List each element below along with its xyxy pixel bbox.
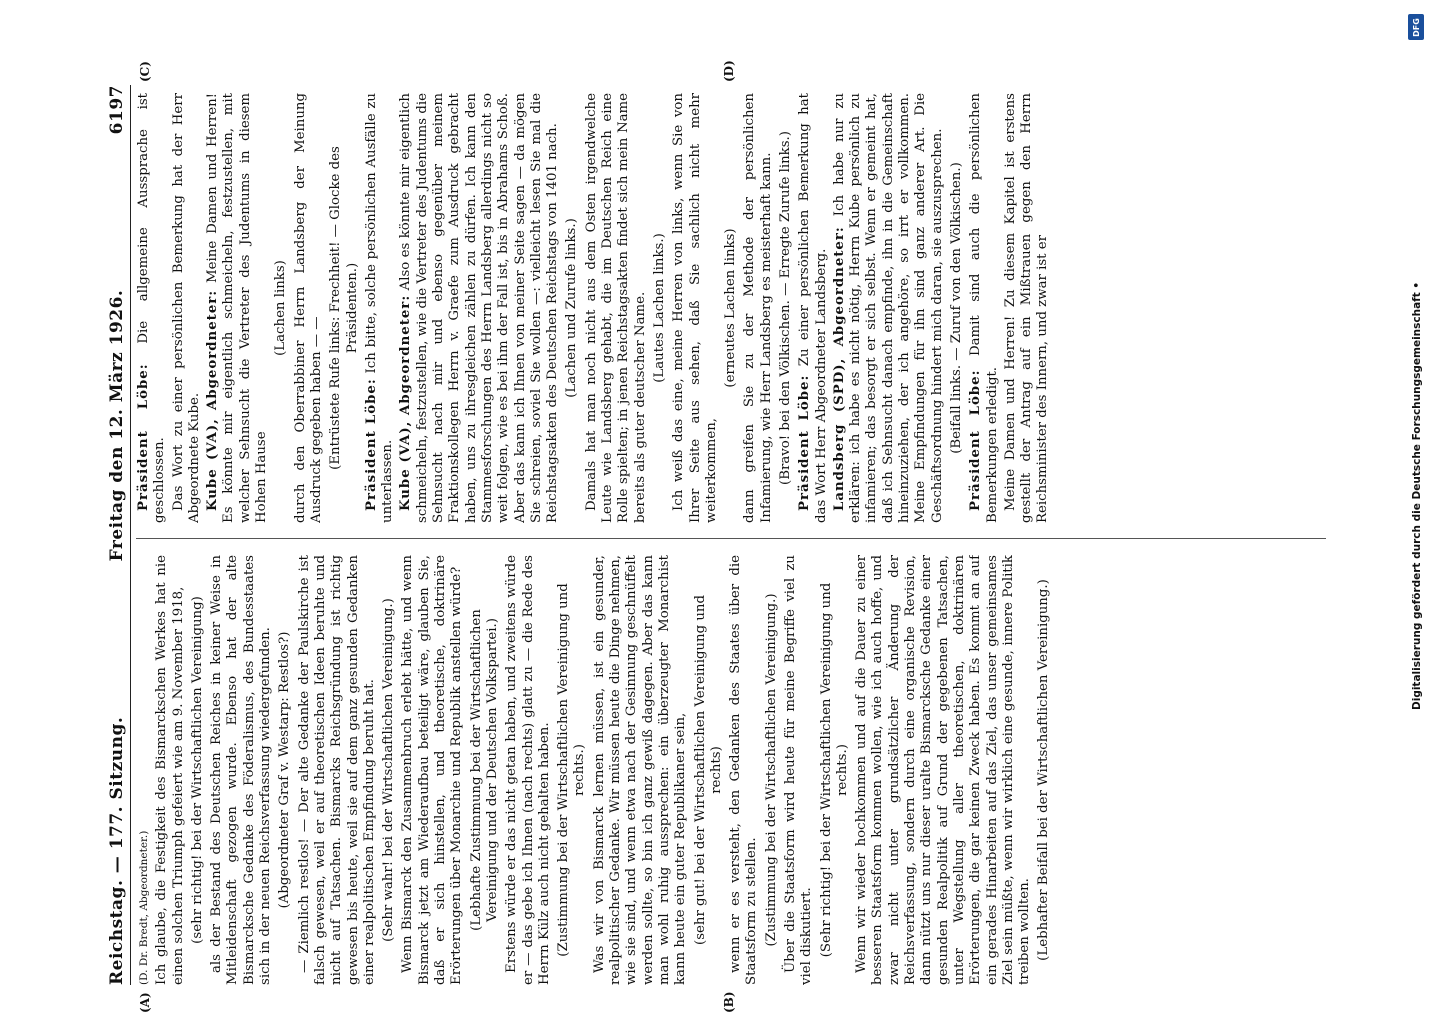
paragraph: durch den Oberrabbiner Herrn Landsberg der Meinung Ausdruck gegeben haben — —: [293, 93, 326, 523]
speech-block: [136, 93, 169, 523]
paragraph: wenn er es versteht, den Gedanken des Staates über die Staatsform zu stellen.: [728, 555, 761, 985]
speaker-name: Präsident Löbe:: [797, 375, 812, 511]
paragraph: Ich bitte, solche persönlichen Ausfälle zu unterlassen.: [364, 93, 395, 523]
page-number: 6197: [107, 85, 130, 134]
interjection: (Lachen und Zurufe links.): [564, 111, 580, 505]
paragraph: dann greifen Sie zu der Methode der persönlichen Infamierung, wie Herr Landsberg es meisterhaft kann.: [742, 93, 775, 523]
speech-block: [968, 93, 1001, 523]
paragraph: Zu einer persönlichen Bemerkung hat das Wort Herr Abgeordneter Landsberg.: [797, 93, 828, 523]
paragraph: Meine Damen und Herren! Zu diesem Kapitel ist erstens gestellt der Antrag auf ein Mißtrauen gegen den Herrn Reichsminister des Innern, und zwar ist er: [1003, 93, 1052, 523]
margin-marker-a: (A): [138, 992, 152, 1013]
paragraph: Das Wort zu einer persönlichen Bemerkung hat der Herr Abgeordnete Kube.: [171, 93, 204, 523]
paragraph: Damals hat man noch nicht aus dem Osten irgendwelche Leute wie Landsberg gehabt, die im Deutschen Reich eine Rolle spielten; in jenen Reichstagsakten findet sich mein Name bereits als guter deutscher Name.: [584, 93, 649, 523]
interjection: (Sehr wahr! bei der Wirtschaftlichen Vereinigung.): [381, 573, 397, 967]
speaker-name: Kube (VA), Abgeordneter:: [398, 295, 413, 511]
interjection: (sehr richtig! bei der Wirtschaftlichen Vereinigung): [190, 573, 206, 967]
paragraph: Damit sind auch die persönlichen Bemerkungen erledigt.: [968, 93, 999, 523]
interjection: (Beifall links. — Zuruf von den Völkischen.): [949, 111, 965, 505]
speaker-name: Kube (VA), Abgeordneter:: [205, 290, 220, 511]
speaker-name: Landsberg (SPD), Abgeordneter:: [832, 226, 847, 511]
speaker-name: Präsident Löbe:: [364, 378, 379, 511]
margin-marker-d: (D): [722, 60, 736, 82]
credit-text: Digitalisierung gefördert durch die Deutsche Forschungsgemeinschaft •: [1407, 10, 1427, 710]
interjection: (Lachen links): [273, 111, 289, 505]
paragraph: Ich weiß das eine, meine Herren von links, wenn Sie von Ihrer Seite aus sehen, daß Sie sachlich nicht mehr weiterkommen,: [671, 93, 720, 523]
interjection: (Sehr richtig! bei der Wirtschaftlichen Vereinigung und rechts.): [819, 573, 852, 967]
header-date: Freitag den 12. März 1926.: [107, 290, 130, 562]
paragraph: Wenn Bismarck den Zusammenbruch erlebt hätte, und wenn Bismarck jetzt am Wiederaufbau beteiligt wäre, glauben Sie, daß er sich hinstellen, und theoretische, doktrinäre Erörterungen über Monarchie und Republik anstellen würde?: [400, 555, 465, 985]
interjection: (Zustimmung bei der Wirtschaftlichen Vereinigung.): [764, 573, 780, 967]
digitization-credit: [1405, 10, 1429, 1000]
margin-marker-c: (C): [138, 61, 152, 82]
paragraph: Ich habe nur zu erklären: ich habe es nicht nötig, Herrn Kube persönlich zu infamieren; das besorgt er sich selbst. Wenn er gemeint hat, daß ich Sehnsucht danach empfinde, ihn in die Gemeinschaft hineinzuziehen, der ich angehöre, so irrt er vollkommen. Meine Empfindungen für ihn sind ganz anderer Art. Die Geschäftsordnung hindert mich daran, sie auszusprechen.: [832, 93, 945, 523]
interjection: (Zustimmung bei der Wirtschaftlichen Vereinigung und rechts.): [556, 573, 589, 967]
speaker-reference: (D. Dr. Bredt, Abgeordneter.): [136, 555, 152, 985]
paragraph: Ich glaube, die Festigkeit des Bismarckschen Werkes hat nie einen solchen Triumph gefeiert wie am 9. November 1918,: [154, 555, 187, 985]
right-column: [136, 93, 1326, 523]
header-left: Reichstag. — 177. Sitzung.: [107, 717, 130, 985]
speech-block: [364, 93, 397, 523]
paragraph: Meine Damen und Herren! Es könnte mir eigentlich schmeicheln, festzustellen, mit welcher Sehnsucht die Vertreter des Judentums in diesem Hohen Hause: [205, 93, 269, 523]
interjection: (erneutes Lachen links): [723, 111, 739, 505]
paragraph: Also es könnte mir eigentlich schmeicheln, festzustellen, wie die Vertreter des Judentums die Sehnsucht nach mir und ebenso gegenüber meinem Fraktionskollegen Herrn v. Graefe zum Ausdruck gebracht haben, uns zu ihresgleichen zählen zu dürfen. Ich kann den Stammesforschungen des Herrn Landsberg allerdings nicht so weit folgen, wie es bei ihm der Fall ist, bis in Abrahams Schoß. Aber das kann ich Ihnen von meiner Seite sagen — da mögen Sie schreien, soviel Sie wollen —: vielleicht lesen Sie mal die Reichstagsakten des Deutschen Reichstags von 1401 nach.: [398, 93, 560, 523]
paragraph: als der Bestand des Deutschen Reiches in keiner Weise in Mitleidenschaft gezogen wurde. Ebenso hat der alte Bismarcksche Gedanke des Föderalismus, des Bundesstaates sich in der neuen Reichsverfassung wiedergefunden.: [209, 555, 274, 985]
interjection: (Lebhafter Beifall bei der Wirtschaftlichen Vereinigung.): [1036, 573, 1052, 967]
dfg-logo-text: DFG: [1412, 18, 1421, 37]
column-divider: [136, 538, 1326, 539]
speech-block: [398, 93, 561, 523]
rotated-page: [102, 85, 1332, 985]
interjection: (Bravo! bei den Völkischen. — Erregte Zurufe links.): [778, 111, 794, 505]
interjection: (Lebhafte Zustimmung bei der Wirtschaftlichen Vereinigung und der Deutschen Volkspartei.): [469, 573, 502, 967]
speaker-name: Präsident Löbe:: [136, 363, 151, 511]
paragraph: Was wir von Bismarck lernen müssen, ist ein gesunder, realpolitischer Gedanke. Wir müssen heute die Dinge nehmen, wie sie sind, und wenn etwa nach der Gesinnung geschnüffelt werden sollte, so bin ich ganz gewiß dagegen. Aber das kann man wohl ruhig aussprechen: ein überzeugter Monarchist kann heute ein guter Republikaner sein,: [592, 555, 690, 985]
page-header: [102, 85, 131, 985]
paragraph: Über die Staatsform wird heute für meine Begriffe viel zu viel diskutiert.: [783, 555, 816, 985]
speech-block: [205, 93, 270, 523]
interjection: (Entrüstete Rufe links: Frechheit! — Glocke des Präsidenten.): [328, 111, 361, 505]
paragraph: Erstens würde er das nicht getan haben, und zweitens würde er — das gebe ich Ihnen (nach rechts) glatt zu — die Rede des Herrn Külz auch nicht gehalten haben.: [504, 555, 553, 985]
paragraph: Wenn wir wieder hochkommen und auf die Dauer zu einer besseren Staatsform kommen wollen, wie ich auch hoffe, und zwar nicht unter grundsätzlicher Änderung der Reichsverfassung, sondern durch eine organische Revision, dann nützt uns nur dieser uralte Bismarcksche Gedanke einer gesunden Realpolitik auf Grund der gegebenen Tatsachen, unter Wegstellung aller theoretischen, doktrinären Erörterungen, die gar keinen Zweck haben. Es kommt an auf ein gerades Hinarbeiten auf das Ziel, das unser gemeinsames Ziel sein müßte, wenn wir wirklich eine gesunde, innere Politik treiben wollten.: [854, 555, 1033, 985]
interjection: (sehr gut! bei der Wirtschaftlichen Vereinigung und rechts): [693, 573, 726, 967]
paragraph: — Ziemlich restlos! — Der alte Gedanke der Paulskirche ist falsch gewesen, weil er auf theoretischen Ideen beruhte und nicht auf Tatsachen. Bismarcks Reichsgründung ist richtig gewesen bis heute, weil sie auf dem ganz gesunden Gedanken einer realpolitischen Empfindung beruht hat.: [297, 555, 378, 985]
speech-block: [797, 93, 830, 523]
margin-marker-b: (B): [722, 992, 736, 1013]
speech-block: [832, 93, 946, 523]
left-column: [136, 555, 1326, 985]
paragraph: Die allgemeine Aussprache ist geschlossen.: [136, 93, 167, 523]
speaker-name: Präsident Löbe:: [968, 370, 983, 511]
interjection: (Abgeordneter Graf v. Westarp: Restlos?): [277, 573, 293, 967]
interjection: (Lautes Lachen links.): [652, 111, 668, 505]
